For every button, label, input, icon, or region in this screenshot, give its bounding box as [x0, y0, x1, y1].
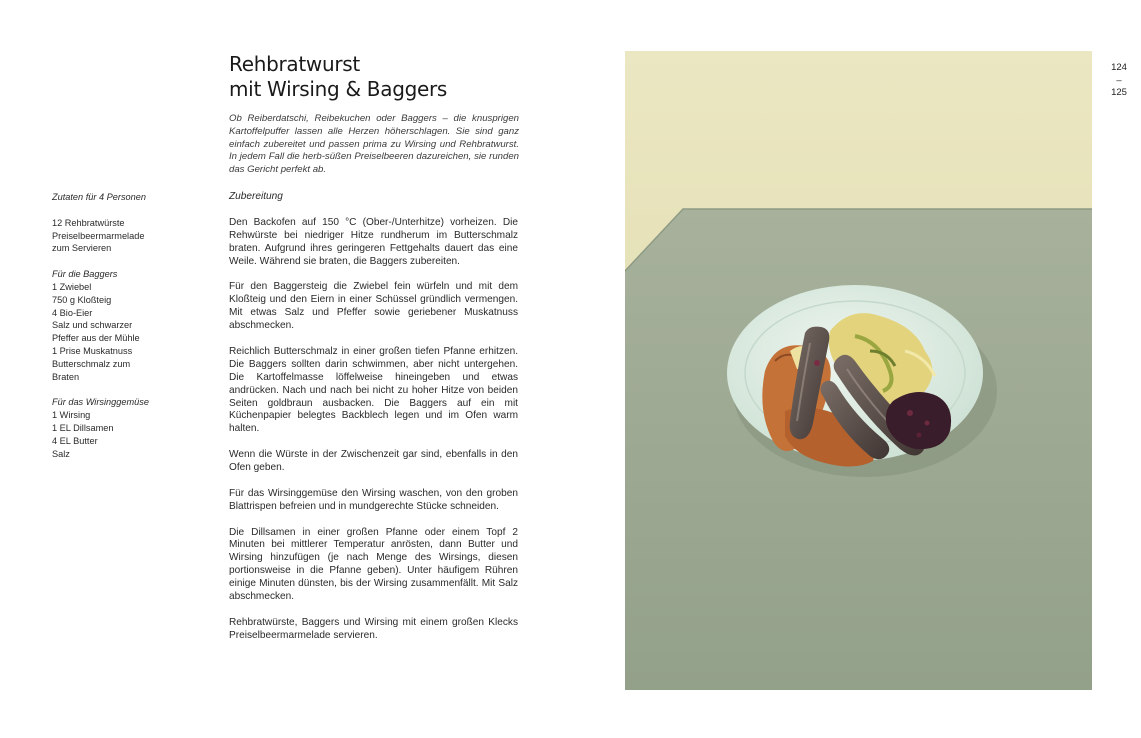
lingonberry-jam — [814, 360, 820, 366]
ingredients-baggers-heading: Für die Baggers — [52, 269, 118, 280]
ingredient-item: 750 g Kloßteig — [52, 294, 112, 305]
lingonberry-jam — [925, 421, 930, 426]
ingredients-wirsing-group — [52, 396, 212, 460]
ingredient-item: Braten — [52, 371, 80, 382]
ingredient-item: 1 Wirsing — [52, 410, 91, 421]
recipe-title-line-2: mit Wirsing & Baggers — [229, 77, 448, 101]
preparation-step: Für das Wirsinggemüse den Wirsing waschen, von den groben Blattrispen befreien und in mundgerechte Stücke schneiden. — [229, 487, 518, 512]
dish-photo — [625, 51, 1092, 690]
ingredient-item: Salz — [52, 448, 70, 459]
preparation-step: Für den Baggersteig die Zwiebel fein würfeln und mit dem Kloßteig und den Eiern in einer Schüssel gründlich vermengen. Mit etwas Salz und Pfeffer sowie geriebener Muskatnuss abschmecken. — [229, 281, 518, 332]
ingredient-item: 4 EL Butter — [52, 435, 98, 446]
preparation-step: Wenn die Würste in der Zwischenzeit gar sind, ebenfalls in den Ofen geben. — [229, 449, 518, 474]
ingredient-item: zum Servieren — [52, 243, 112, 254]
dish-photo-illustration — [625, 51, 1092, 690]
recipe-intro: Ob Reiberdatschi, Reibekuchen oder Baggers – die knusprigen Kartoffelpuffer lassen alle Herzen höherschlagen. Sie sind ganz einfach zubereitet und passen prima zu Wirsing und Rehbratwurst. In jedem Fall die herb-süßen Preiselbeeren dazureichen, sie runden das Gericht perfekt ab. — [229, 113, 519, 176]
preparation-step: Den Backofen auf 150 °C (Ober-/Unterhitze) vorheizen. Die Rehwürste bei niedriger Hitze rundherum im Butterschmalz braten. Aufgrund ihres geringeren Fettgehalts dauert das eine Weile. Während sie braten, die Baggers zubereiten. — [229, 216, 518, 267]
ingredient-item: 1 Prise Muskatnuss — [52, 345, 133, 356]
page-number-left: 124 — [1111, 62, 1127, 73]
ingredient-item: 1 EL Dillsamen — [52, 422, 114, 433]
preparation-step: Die Dillsamen in einer großen Pfanne oder einem Topf 2 Minuten bei mittlerer Temperatur anrösten, dann Butter und Wirsing hinzufügen (je nach Menge des Wirsings, diesen portionsweise in die Pfanne geben). Unter häufigem Rühren einige Minuten dünsten, bis der Wirsing zusammenfällt. Mit Salz abschmecken. — [229, 526, 518, 603]
ingredient-item: Salz und schwarzer — [52, 320, 133, 331]
ingredients-wirsing-heading: Für das Wirsinggemüse — [52, 397, 149, 408]
page-numbers — [1106, 62, 1132, 100]
page-number-right: 125 — [1111, 87, 1127, 98]
preparation-heading: Zubereitung — [229, 191, 283, 202]
lingonberry-jam — [907, 410, 913, 416]
ingredient-item: Butterschmalz zum — [52, 358, 131, 369]
ingredients-heading: Zutaten für 4 Personen — [52, 192, 146, 202]
page-number-separator: – — [1116, 74, 1122, 86]
recipe-title — [229, 52, 529, 102]
recipe-title-line-1: Rehbratwurst — [229, 52, 360, 76]
ingredient-item: 12 Rehbratwürste — [52, 217, 125, 228]
ingredient-item: Preiselbeermarmelade — [52, 230, 145, 241]
ingredients-column — [52, 191, 212, 473]
ingredient-item: 4 Bio-Eier — [52, 307, 93, 318]
ingredient-item: 1 Zwiebel — [52, 281, 92, 292]
lingonberry-jam — [917, 433, 922, 438]
ingredients-main-group — [52, 217, 212, 255]
ingredients-baggers-group — [52, 268, 212, 383]
preparation-step: Rehbratwürste, Baggers und Wirsing mit einem großen Klecks Preiselbeermarmelade servieren. — [229, 616, 518, 641]
ingredient-item: Pfeffer aus der Mühle — [52, 333, 140, 344]
preparation-step: Reichlich Butterschmalz in einer großen tiefen Pfanne erhitzen. Die Baggers sollten darin schwimmen, aber nicht untergehen. Die Kartoffelmasse löffelweise hineingeben und etwas andrücken. Nach und nach bei nicht zu hoher Hitze von beiden Seiten goldbraun ausbacken. Die Baggers auf ein mit Küchenpapier belegtes Backblech legen und im Ofen warm halten. — [229, 345, 518, 435]
preparation-column — [229, 191, 518, 656]
